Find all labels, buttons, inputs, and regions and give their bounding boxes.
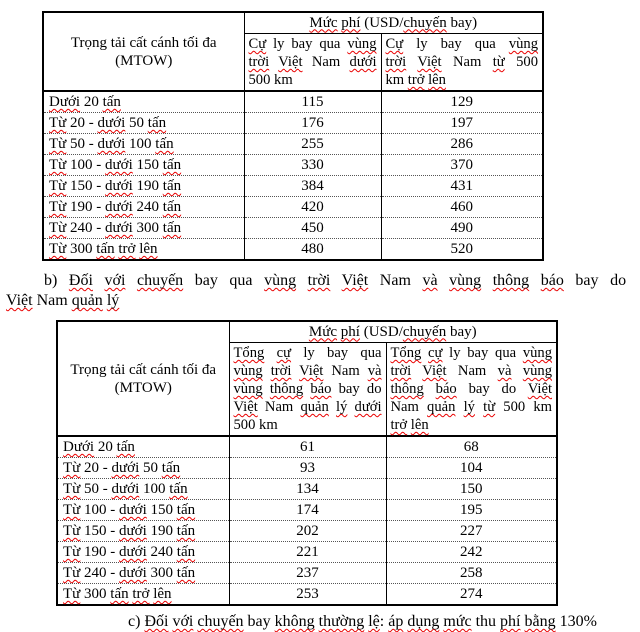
fee-under-500km-cell: 221 [229,542,386,563]
mtow-range-cell: Từ 300 tấn trở lên [57,584,229,606]
paragraph-b-line1: b) Đối với chuyến bay qua vùng trời Việt Nam và vùng thông báo bay do [44,272,627,289]
fee-header-row [57,321,557,343]
fee-over-500km-cell: 490 [381,218,543,239]
table-row [57,500,557,521]
table-header [43,12,543,91]
document-page [0,11,640,630]
fee-over-500km-cell: 242 [386,542,557,563]
mtow-range-cell: Từ 100 - dưới 150 tấn [43,155,244,176]
table-row [43,218,543,239]
table-row [43,176,543,197]
table-row [43,155,543,176]
total-distance-over-500km-header: Tổng cự ly bay qua vùng trời Việt Nam và vùng thông báo bay do Việt Nam quản lý từ 500 km trở lên [386,343,557,437]
table-row [43,113,543,134]
mtow-range-cell: Dưới 20 tấn [43,91,244,113]
table-row [57,563,557,584]
table-row [57,584,557,606]
mtow-range-cell: Từ 50 - dưới 100 tấn [57,479,229,500]
fee-under-500km-cell: 174 [229,500,386,521]
fee-over-500km-cell: 286 [381,134,543,155]
mtow-range-cell: Từ 50 - dưới 100 tấn [43,134,244,155]
mtow-range-cell: Từ 20 - dưới 50 tấn [43,113,244,134]
fee-over-500km-cell: 370 [381,155,543,176]
table-row [43,197,543,218]
mtow-range-cell: Từ 150 - dưới 190 tấn [43,176,244,197]
fee-under-500km-cell: 450 [244,218,381,239]
paragraph-b [6,271,626,311]
fee-over-500km-cell: 150 [386,479,557,500]
mtow-range-cell: Từ 20 - dưới 50 tấn [57,458,229,479]
fee-over-500km-cell: 195 [386,500,557,521]
fee-under-500km-cell: 176 [244,113,381,134]
mtow-range-cell: Từ 300 tấn trở lên [43,239,244,261]
mtow-range-cell: Từ 240 - dưới 300 tấn [43,218,244,239]
table-body [43,91,543,260]
fee-unit-header: Mức phí (USD/chuyến bay) [229,321,557,343]
fee-table-airspace-and-fir [56,320,558,606]
fee-over-500km-cell: 227 [386,521,557,542]
fee-under-500km-cell: 253 [229,584,386,606]
fee-under-500km-cell: 237 [229,563,386,584]
fee-under-500km-cell: 202 [229,521,386,542]
mtow-range-cell: Từ 240 - dưới 300 tấn [57,563,229,584]
fee-under-500km-cell: 384 [244,176,381,197]
fee-unit-header: Mức phí (USD/chuyến bay) [244,12,543,34]
mtow-range-cell: Dưới 20 tấn [57,436,229,458]
total-distance-under-500km-header: Tổng cự ly bay qua vùng trời Việt Nam và vùng thông báo bay do Việt Nam quản lý dưới 500 km [229,343,386,437]
table-row [57,542,557,563]
paragraph-c-clipped-line: c) Đối với chuyến bay không thường lệ: áp dụng mức thu phí bằng 130% [128,613,597,630]
fee-over-500km-cell: 460 [381,197,543,218]
fee-over-500km-cell: 68 [386,436,557,458]
distance-over-500km-header: Cự ly bay qua vùng trời Việt Nam từ 500 km trở lên [381,34,543,92]
distance-under-500km-header: Cự ly bay qua vùng trời Việt Nam dưới 500 km [244,34,381,92]
fee-header-row [43,12,543,34]
fee-under-500km-cell: 330 [244,155,381,176]
fee-under-500km-cell: 61 [229,436,386,458]
fee-over-500km-cell: 258 [386,563,557,584]
fee-over-500km-cell: 129 [381,91,543,113]
mtow-range-cell: Từ 190 - dưới 240 tấn [57,542,229,563]
table-row [43,134,543,155]
table-body [57,436,557,605]
table-row [57,436,557,458]
table-row [57,458,557,479]
mtow-column-header: Trọng tải cất cánh tối đa (MTOW) [43,12,244,91]
paragraph-b-line2: Việt Nam quản lý [6,292,120,309]
fee-under-500km-cell: 134 [229,479,386,500]
mtow-range-cell: Từ 190 - dưới 240 tấn [43,197,244,218]
table-header [57,321,557,436]
fee-under-500km-cell: 115 [244,91,381,113]
mtow-column-header: Trọng tải cất cánh tối đa (MTOW) [57,321,229,436]
mtow-range-cell: Từ 100 - dưới 150 tấn [57,500,229,521]
table-row [43,91,543,113]
fee-over-500km-cell: 274 [386,584,557,606]
fee-under-500km-cell: 93 [229,458,386,479]
mtow-range-cell: Từ 150 - dưới 190 tấn [57,521,229,542]
fee-over-500km-cell: 520 [381,239,543,261]
table-row [43,239,543,261]
fee-over-500km-cell: 431 [381,176,543,197]
fee-table-airspace [42,11,544,261]
table-row [57,479,557,500]
fee-under-500km-cell: 420 [244,197,381,218]
fee-over-500km-cell: 197 [381,113,543,134]
fee-over-500km-cell: 104 [386,458,557,479]
fee-under-500km-cell: 480 [244,239,381,261]
fee-under-500km-cell: 255 [244,134,381,155]
table-row [57,521,557,542]
